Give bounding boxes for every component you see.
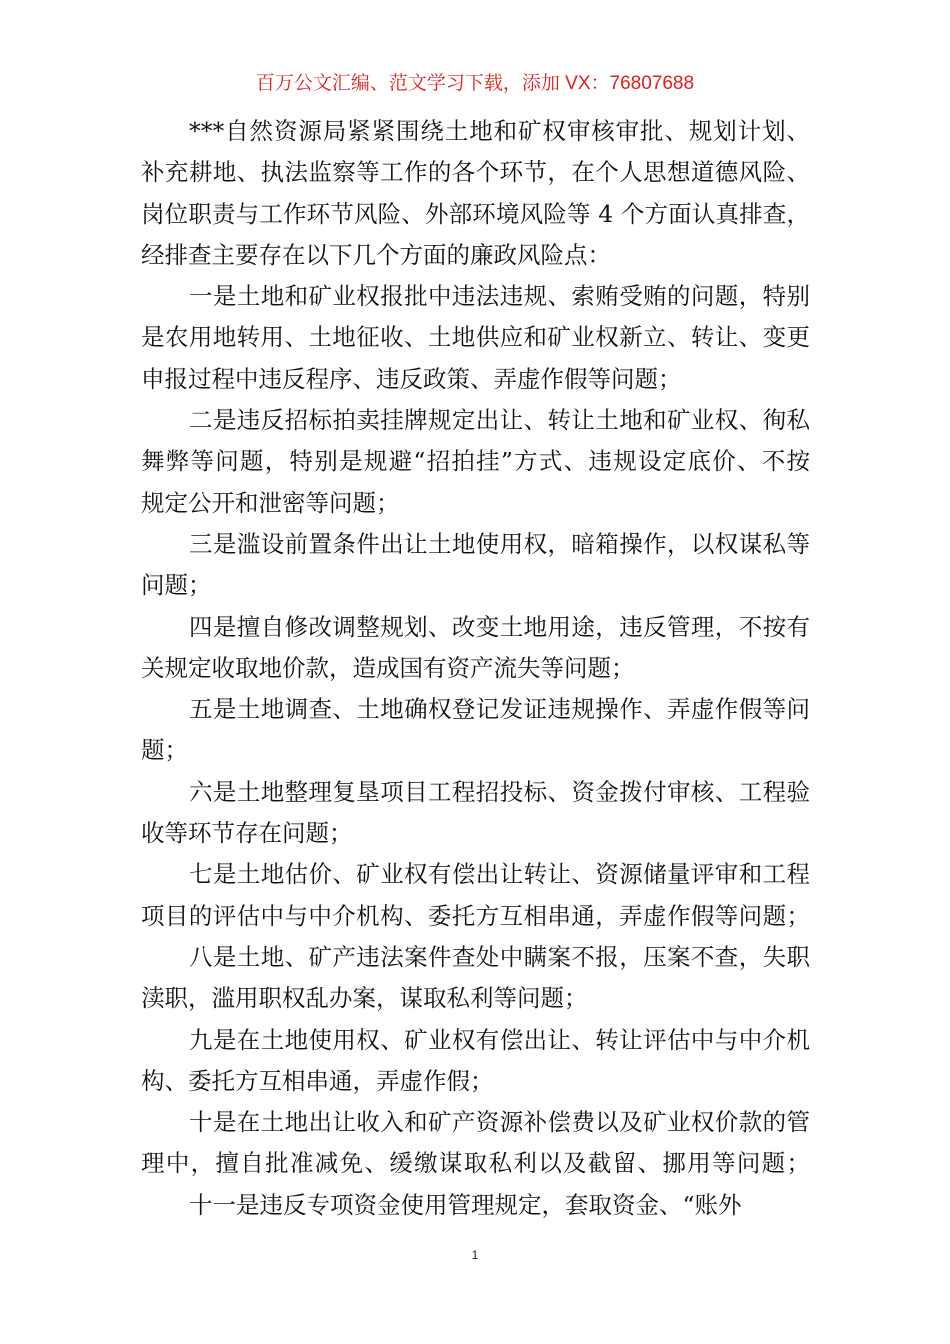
text-line: 十是在土地出让收入和矿产资源补偿费以及矿业权价款的管 xyxy=(189,1108,810,1137)
text-line: 九是在土地使用权、矿业权有偿出让、转让评估中与中介机 xyxy=(189,1025,810,1054)
text-line: 四是擅自修改调整规划、改变土地用途，违反管理，不按有 xyxy=(189,612,810,641)
text-line: 八是土地、矿产违法案件查处中瞒案不报，压案不查，失职 xyxy=(189,942,810,971)
text-line: 项目的评估中与中介机构、委托方互相串通，弄虚作假等问题； xyxy=(141,901,810,930)
text-line: 三是滥设前置条件出让土地使用权，暗箱操作，以权谋私等 xyxy=(189,529,810,558)
text-line: 六是土地整理复垦项目工程招投标、资金拨付审核、工程验 xyxy=(189,777,810,806)
text-line: 二是违反招标拍卖挂牌规定出让、转让土地和矿业权、徇私 xyxy=(189,406,810,435)
text-line: 申报过程中违反程序、违反政策、弄虚作假等问题； xyxy=(141,364,682,393)
text-line: 舞弊等问题，特别是规避“招拍挂”方式、违规设定底价、不按 xyxy=(141,447,810,476)
text-line: 渎职，滥用职权乱办案，谋取私利等问题； xyxy=(141,984,588,1013)
text-line: 理中，擅自批准减免、缓缴谋取私利以及截留、挪用等问题； xyxy=(141,1149,810,1178)
text-line: 收等环节存在问题； xyxy=(141,819,353,848)
text-line: 经排查主要存在以下几个方面的廉政风险点： xyxy=(141,240,611,269)
text-line: 构、委托方互相串通，弄虚作假； xyxy=(141,1066,494,1095)
text-line: 题； xyxy=(141,736,188,765)
text-line: 关规定收取地价款，造成国有资产流失等问题； xyxy=(141,653,635,682)
text-line: 补充耕地、执法监察等工作的各个环节，在个人思想道德风险、 xyxy=(141,158,810,187)
watermark-header: 百万公文汇编、范文学习下载，添加 VX：76807688 xyxy=(255,73,695,94)
text-line: 规定公开和泄密等问题； xyxy=(141,488,400,517)
text-line: 问题； xyxy=(141,571,212,600)
text-line: 一是土地和矿业权报批中违法违规、索贿受贿的问题，特别 xyxy=(189,282,810,311)
text-line: 七是土地估价、矿业权有偿出让转让、资源储量评审和工程 xyxy=(189,860,810,889)
text-line: 岗位职责与工作环节风险、外部环境风险等 4 个方面认真排查， xyxy=(141,199,810,228)
text-line: 是农用地转用、土地征收、土地供应和矿业权新立、转让、变更 xyxy=(141,323,810,352)
page-number: 1 xyxy=(471,1248,479,1262)
text-line: 十一是违反专项资金使用管理规定，套取资金、“账外 xyxy=(189,1190,742,1219)
text-line: 五是土地调查、土地确权登记发证违规操作、弄虚作假等问 xyxy=(189,695,810,724)
text-line: ***自然资源局紧紧围绕土地和矿权审核审批、规划计划、 xyxy=(189,117,810,145)
document-body xyxy=(141,111,810,1226)
